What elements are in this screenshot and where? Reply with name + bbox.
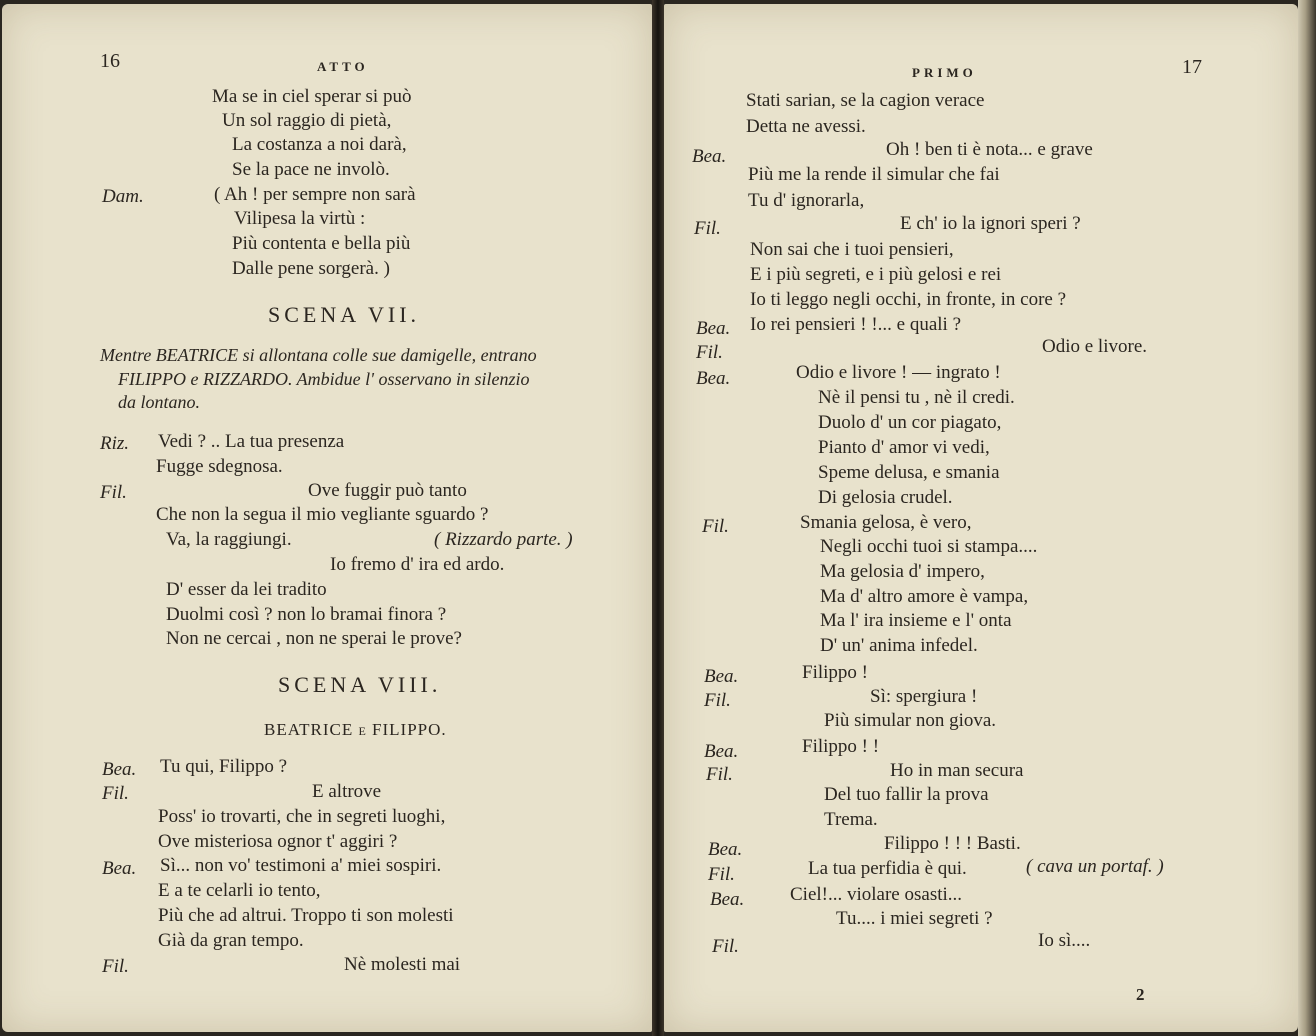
verse-line: Pianto d' amor vi vedi, — [818, 437, 990, 458]
verse-line: Non sai che i tuoi pensieri, — [750, 239, 954, 260]
verse-line: E i più segreti, e i più gelosi e rei — [750, 264, 1002, 285]
scene-title: SCENA VII. — [268, 302, 421, 327]
verse-line: Ove fuggir può tanto — [308, 480, 467, 501]
verse-line: Negli occhi tuoi si stampa.... — [820, 536, 1038, 557]
speaker-label: Bea. — [102, 759, 137, 780]
verse-line: Vedi ? .. La tua presenza — [158, 431, 345, 452]
speaker-label: Fil. — [694, 218, 721, 239]
verse-line: Speme delusa, e smania — [818, 462, 1000, 483]
book-gutter — [652, 0, 664, 1036]
verse-line: Sì: spergiura ! — [870, 686, 978, 707]
verse-line: E a te celarli io tento, — [158, 880, 321, 901]
speaker-label: Bea. — [692, 146, 727, 167]
verse-line: Nè molesti mai — [344, 954, 461, 975]
verse-line: Se la pace ne involò. — [232, 159, 390, 180]
verse-line: E altrove — [312, 781, 382, 802]
verse-line: ( Ah ! per sempre non sarà — [214, 184, 416, 205]
verse-line: Va, la raggiungi. — [166, 529, 292, 550]
verse-line: Ciel!... violare osasti... — [790, 884, 963, 905]
verse-line: Odio e livore. — [1042, 336, 1148, 357]
running-head: PRIMO — [912, 65, 977, 80]
verse-line: Ma gelosia d' impero, — [820, 561, 985, 582]
speaker-label: Bea. — [696, 318, 731, 339]
verse-line: Duolmi così ? non lo bramai finora ? — [166, 604, 447, 625]
speaker-label: Fil. — [102, 956, 129, 977]
verse-line: Ove misteriosa ognor t' aggiri ? — [158, 831, 398, 852]
speaker-label: Fil. — [712, 936, 739, 957]
speaker-label: Dam. — [102, 186, 144, 207]
verse-line: Poss' io trovarti, che in segreti luoghi, — [158, 806, 446, 827]
stage-direction: da lontano. — [118, 392, 201, 412]
verse-line: Ho in man secura — [890, 760, 1024, 781]
speaker-label: Riz. — [100, 433, 130, 454]
verse-line: Stati sarian, se la cagion verace — [746, 90, 985, 111]
verse-line: Ma se in ciel sperar si può — [212, 86, 412, 107]
verse-line: Tu.... i miei segreti ? — [836, 908, 993, 929]
right-page — [664, 4, 1298, 1032]
verse-line: Io rei pensieri ! !... e quali ? — [750, 314, 962, 335]
verse-line: Ma d' altro amore è vampa, — [820, 586, 1029, 607]
verse-line: Vilipesa la virtù : — [234, 208, 366, 229]
verse-line: Più simular non giova. — [824, 710, 997, 731]
speaker-label: Bea. — [102, 858, 137, 879]
speaker-label: Fil. — [102, 783, 129, 804]
verse-line: Più contenta e bella più — [232, 233, 411, 254]
stage-direction: ( Rizzardo parte. ) — [434, 529, 573, 550]
verse-line: Filippo ! ! ! Basti. — [884, 833, 1021, 854]
verse-line: Un sol raggio di pietà, — [222, 110, 392, 131]
verse-line: D' un' anima infedel. — [820, 635, 978, 656]
verse-line: Più me la rende il simular che fai — [748, 164, 1000, 185]
running-head: ATTO — [317, 59, 369, 74]
verse-line: Tu qui, Filippo ? — [160, 756, 288, 777]
verse-line: Filippo ! — [802, 662, 868, 683]
verse-line: Io ti leggo negli occhi, in fronte, in core ? — [750, 289, 1067, 310]
verse-line: Detta ne avessi. — [746, 116, 866, 137]
verse-line: Non ne cercai , non ne sperai le prove? — [166, 628, 462, 649]
stage-direction: Mentre BEATRICE si allontana colle sue damigelle, entrano — [100, 345, 537, 365]
left-page — [2, 4, 652, 1032]
stage-direction: ( cava un portaf. ) — [1026, 856, 1164, 877]
verse-line: E ch' io la ignori speri ? — [900, 213, 1081, 234]
verse-line: Più che ad altrui. Troppo ti son molesti — [158, 905, 454, 926]
verse-line: Nè il pensi tu , nè il credi. — [818, 387, 1015, 408]
speaker-label: Bea. — [708, 839, 743, 860]
signature-mark: 2 — [1136, 985, 1145, 1004]
page-number: 16 — [100, 50, 120, 72]
speaker-label: Fil. — [702, 516, 729, 537]
verse-line: Duolo d' un cor piagato, — [818, 412, 1002, 433]
verse-line: Fugge sdegnosa. — [156, 456, 283, 477]
verse-line: Filippo ! ! — [802, 736, 880, 757]
scene-title: SCENA VIII. — [278, 672, 442, 697]
book-edge — [1298, 0, 1316, 1036]
speaker-label: Fil. — [708, 864, 735, 885]
verse-line: La costanza a noi darà, — [232, 134, 407, 155]
verse-line: Del tuo fallir la prova — [824, 784, 989, 805]
verse-line: Dalle pene sorgerà. ) — [232, 258, 390, 279]
speaker-label: Bea. — [704, 741, 739, 762]
verse-line: Sì... non vo' testimoni a' miei sospiri. — [160, 855, 442, 876]
scene-persons: BEATRICE e FILIPPO. — [264, 720, 447, 739]
verse-line: Io sì.... — [1038, 930, 1091, 951]
speaker-label: Fil. — [100, 482, 127, 503]
verse-line: Odio e livore ! — ingrato ! — [796, 362, 1001, 383]
stage-direction: FILIPPO e RIZZARDO. Ambidue l' osservano in silenzio — [118, 369, 530, 389]
verse-line: Ma l' ira insieme e l' onta — [820, 610, 1012, 631]
verse-line: Di gelosia crudel. — [818, 487, 953, 508]
speaker-label: Bea. — [710, 889, 745, 910]
speaker-label: Fil. — [706, 764, 733, 785]
verse-line: D' esser da lei tradito — [166, 579, 327, 600]
page-number: 17 — [1182, 56, 1202, 78]
verse-line: Trema. — [824, 809, 878, 830]
verse-line: Io fremo d' ira ed ardo. — [330, 554, 505, 575]
speaker-label: Fil. — [704, 690, 731, 711]
speaker-label: Bea. — [696, 368, 731, 389]
verse-line: Già da gran tempo. — [158, 930, 304, 951]
verse-line: Che non la segua il mio vegliante sguardo ? — [156, 504, 489, 525]
speaker-label: Bea. — [704, 666, 739, 687]
verse-line: Tu d' ignorarla, — [748, 190, 865, 211]
speaker-label: Fil. — [696, 342, 723, 363]
verse-line: La tua perfidia è qui. — [808, 858, 967, 879]
verse-line: Oh ! ben ti è nota... e grave — [886, 139, 1093, 160]
verse-line: Smania gelosa, è vero, — [800, 512, 972, 533]
